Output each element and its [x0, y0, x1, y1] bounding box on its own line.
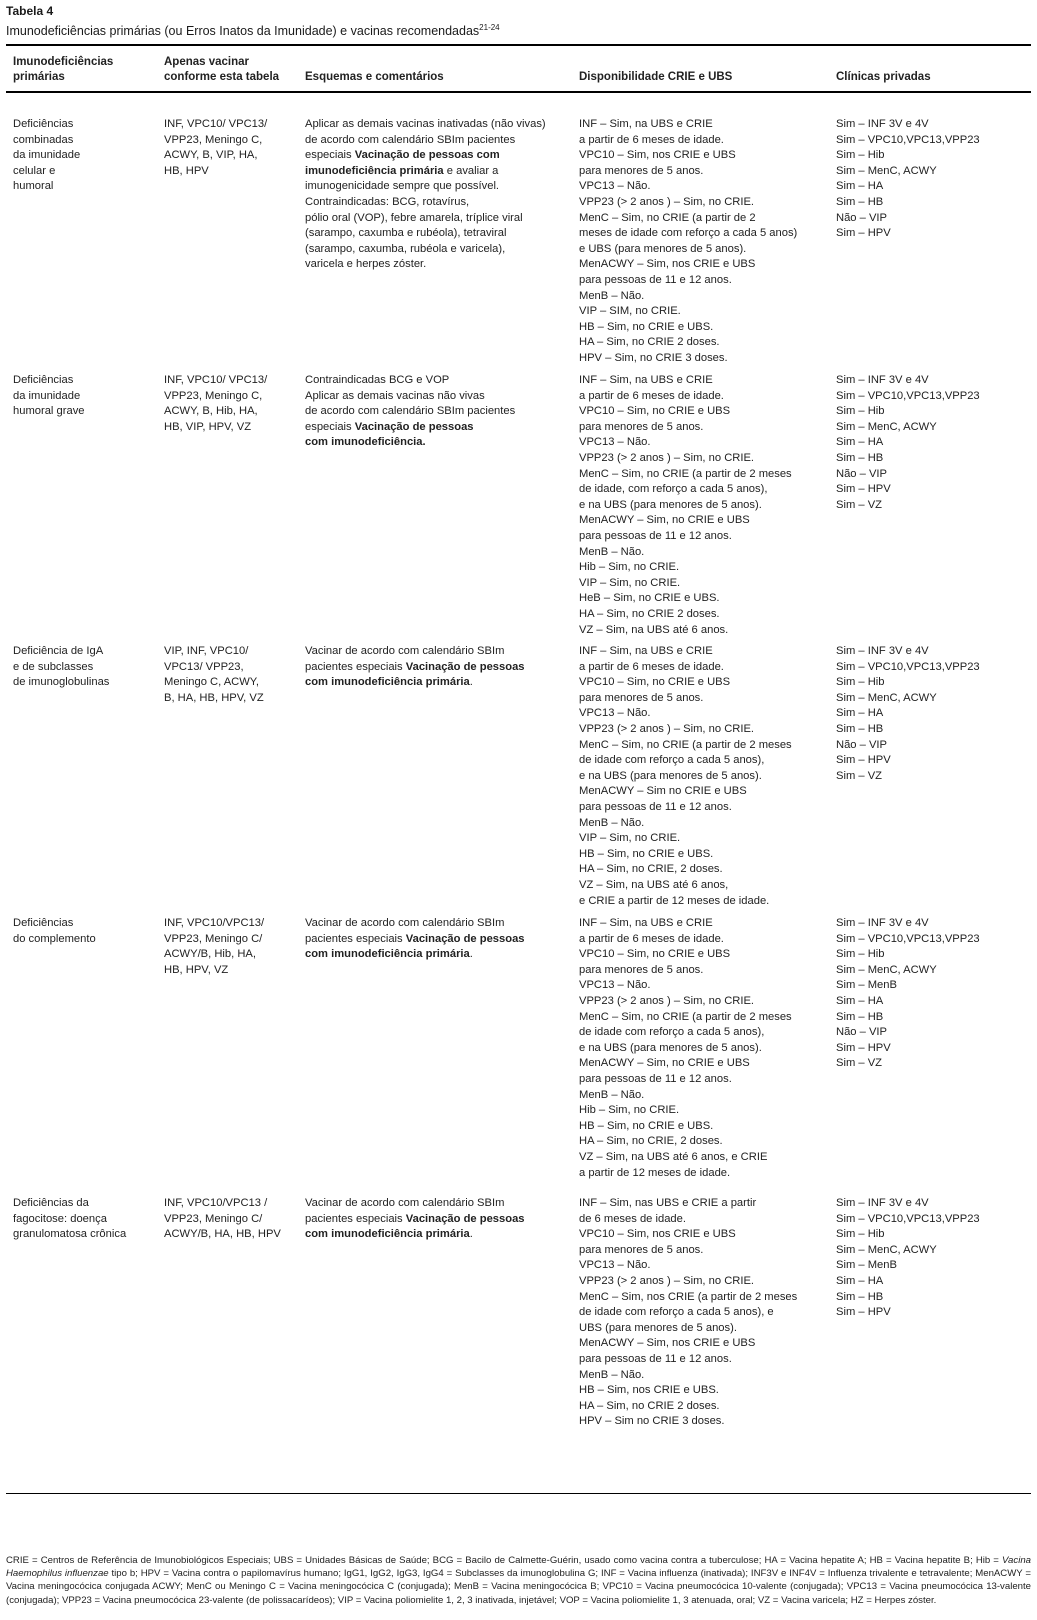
header-private-clinics: [836, 70, 931, 85]
cell-line: Deficiências: [13, 118, 74, 130]
cell-line: Sim – INF 3V e 4V: [836, 118, 929, 130]
private-clinics-cell: [836, 916, 980, 1072]
cell-line: Meningo C, ACWY,: [164, 676, 259, 689]
cell-line: e CRIE a partir de 12 meses de idade.: [579, 894, 770, 907]
cell-line: [305, 660, 525, 676]
cell-line: de imunoglobulinas: [13, 676, 110, 689]
cell-text: varicela e herpes zóster.: [305, 258, 427, 271]
cell-line: Sim – VPC10,VPC13,VPP23: [836, 932, 980, 945]
cell-line: Sim – HA: [836, 1274, 884, 1287]
cell-line: de idade com reforço a cada 5 anos),: [579, 754, 765, 767]
cell-line: Sim – VZ: [836, 769, 883, 782]
cell-line: humoral grave: [13, 405, 85, 418]
cell-line: para menores de 5 anos.: [579, 1243, 704, 1256]
cell-line: ACWY/B, HA, HB, HPV: [164, 1228, 281, 1241]
cell-line: Hib – Sim, no CRIE.: [579, 561, 680, 574]
footnote-italic-text: Vacina Haemophilus influenzae: [6, 1555, 1031, 1580]
cell-line: Sim – Hib: [836, 676, 885, 689]
cell-line: [305, 435, 515, 451]
cell-line: para pessoas de 11 e 12 anos.: [579, 1072, 732, 1085]
cell-line: Deficiências da: [13, 1197, 89, 1209]
cell-line: de idade com reforço a cada 5 anos),: [579, 1026, 765, 1039]
cell-line: Sim – INF 3V e 4V: [836, 1197, 929, 1209]
cell-line: VPC10 – Sim, no CRIE e UBS: [579, 676, 731, 689]
cell-line: [305, 947, 525, 963]
immunodeficiency-cell: [13, 373, 85, 420]
cell-line: HPV – Sim no CRIE 3 doses.: [579, 1415, 725, 1428]
table-caption: [6, 4, 500, 40]
cell-line: [305, 916, 525, 932]
cell-line: Não – VIP: [836, 211, 887, 224]
cell-line: [305, 211, 546, 227]
cell-line: para menores de 5 anos.: [579, 420, 704, 433]
cell-line: ACWY, B, Hib, HA,: [164, 405, 258, 418]
cell-line: VPC13 – Não.: [579, 436, 651, 449]
cell-line: INF, VPC10/VPC13 /: [164, 1197, 268, 1209]
cell-text: de acordo com calendário SBIm pacientes: [305, 133, 516, 146]
immunodeficiency-cell: [13, 1196, 126, 1243]
cell-line: e na UBS (para menores de 5 anos).: [579, 1041, 762, 1054]
cell-line: ACWY/B, Hib, HA,: [164, 948, 257, 961]
cell-line: Sim – Hib: [836, 405, 885, 418]
cell-text: especiais: [305, 149, 355, 162]
private-clinics-cell: [836, 644, 980, 784]
bold-text: Vacinação de pessoas: [405, 1212, 525, 1225]
cell-line: [305, 242, 546, 258]
cell-line: HA – Sim, no CRIE 2 doses.: [579, 1399, 720, 1412]
comments-cell: [305, 916, 525, 963]
cell-line: MenACWY – Sim, nos CRIE e UBS: [579, 1337, 756, 1350]
footnote-text: CRIE = Centros de Referência de Imunobiológicos Especiais; UBS = Unidades Básicas de Saúde; BCG = Bacilo de Calmette-Guérin, usado como vacina contra a tuberculose; HA = Vacina hepatite A; HB = Vacina hepatite B; Hib =: [6, 1555, 1003, 1566]
cell-line: a partir de 6 meses de idade.: [579, 660, 724, 673]
vaccinate-only-cell: [164, 373, 267, 435]
cell-line: de 6 meses de idade.: [579, 1212, 686, 1225]
cell-line: ACWY, B, VIP, HA,: [164, 149, 258, 162]
cell-line: Sim – HB: [836, 1290, 884, 1303]
cell-line: VPC10 – Sim, no CRIE e UBS: [579, 948, 731, 961]
cell-line: Sim – MenC, ACWY: [836, 963, 937, 976]
private-clinics-cell: [836, 373, 980, 513]
cell-line: Sim – HA: [836, 707, 884, 720]
cell-line: Sim – MenB: [836, 979, 897, 992]
cell-line: humoral: [13, 180, 54, 193]
cell-text: imunogenicidade sempre que possível.: [305, 180, 500, 193]
cell-text: (sarampo, caxumba, rubéola e varicela),: [305, 242, 506, 255]
cell-line: [305, 1196, 525, 1212]
cell-line: Sim – Hib: [836, 948, 885, 961]
cell-line: VPP23, Meningo C,: [164, 133, 263, 146]
cell-line: VIP – Sim, no CRIE.: [579, 832, 681, 845]
cell-line: Sim – Hib: [836, 1228, 885, 1241]
availability-cell: [579, 117, 797, 367]
header-rule: [6, 91, 1031, 93]
cell-line: Sim – INF 3V e 4V: [836, 917, 929, 929]
cell-line: combinadas: [13, 133, 74, 146]
cell-line: de idade, com reforço a cada 5 anos),: [579, 483, 768, 496]
cell-line: e na UBS (para menores de 5 anos).: [579, 769, 762, 782]
header-text: Apenas vacinar: [164, 56, 250, 68]
cell-line: a partir de 6 meses de idade.: [579, 389, 724, 402]
cell-line: VPC13 – Não.: [579, 707, 651, 720]
cell-line: Sim – VZ: [836, 498, 883, 511]
cell-line: VIP, INF, VPC10/: [164, 645, 249, 657]
cell-line: Sim – HPV: [836, 1041, 891, 1054]
cell-line: para pessoas de 11 e 12 anos.: [579, 273, 732, 286]
bold-text: com imunodeficiência primária: [305, 1228, 470, 1241]
cell-line: Sim – HPV: [836, 227, 891, 240]
cell-line: VZ – Sim, na UBS até 6 anos,: [579, 878, 729, 891]
cell-line: VPC13 – Não.: [579, 1259, 651, 1272]
availability-cell: [579, 1196, 797, 1430]
cell-line: Sim – HB: [836, 1010, 884, 1023]
cell-line: Sim – MenC, ACWY: [836, 164, 937, 177]
cell-line: MenC – Sim, no CRIE (a partir de 2 meses: [579, 738, 792, 751]
cell-line: [305, 148, 546, 164]
vaccinate-only-cell: [164, 644, 264, 706]
bold-text: Vacinação de pessoas com: [354, 149, 500, 162]
header-text: primárias: [13, 71, 65, 83]
cell-line: Sim – HA: [836, 436, 884, 449]
cell-line: [305, 675, 525, 691]
cell-line: Não – VIP: [836, 1026, 887, 1039]
cell-line: Sim – HA: [836, 994, 884, 1007]
cell-line: para menores de 5 anos.: [579, 164, 704, 177]
cell-line: VPP23, Meningo C/: [164, 1212, 263, 1225]
cell-text: Aplicar as demais vacinas não vivas: [305, 389, 485, 402]
cell-line: fagocitose: doença: [13, 1212, 107, 1225]
cell-line: Sim – HPV: [836, 1306, 891, 1319]
cell-text: pacientes especiais: [305, 1212, 406, 1225]
cell-line: VPC13 – Não.: [579, 979, 651, 992]
cell-line: Sim – HB: [836, 722, 884, 735]
cell-line: VIP – Sim, no CRIE.: [579, 576, 681, 589]
cell-line: MenB – Não.: [579, 1088, 645, 1101]
cell-text: Vacinar de acordo com calendário SBIm: [305, 917, 505, 929]
cell-text: Vacinar de acordo com calendário SBIm: [305, 645, 505, 657]
private-clinics-cell: [836, 1196, 980, 1321]
cell-line: MenC – Sim, no CRIE (a partir de 2 meses: [579, 467, 792, 480]
cell-line: [305, 226, 546, 242]
header-text: Imunodeficiências: [13, 56, 114, 68]
cell-line: MenACWY – Sim, no CRIE e UBS: [579, 1057, 750, 1070]
cell-text: Contraindicadas: BCG, rotavírus,: [305, 195, 470, 208]
cell-line: INF, VPC10/ VPC13/: [164, 118, 268, 130]
cell-line: VIP – SIM, no CRIE.: [579, 305, 681, 318]
cell-line: Sim – VPC10,VPC13,VPP23: [836, 389, 980, 402]
private-clinics-cell: [836, 117, 980, 242]
cell-line: Deficiências: [13, 917, 74, 929]
header-text: Clínicas privadas: [836, 71, 931, 83]
cell-line: HA – Sim, no CRIE 2 doses.: [579, 336, 720, 349]
cell-line: HeB – Sim, no CRIE e UBS.: [579, 592, 720, 605]
cell-line: HPV – Sim, no CRIE 3 doses.: [579, 351, 728, 364]
cell-line: HB, HPV: [164, 164, 209, 177]
cell-line: Hib – Sim, no CRIE.: [579, 1104, 680, 1117]
cell-text: (sarampo, caxumba e rubéola), tetraviral: [305, 227, 507, 240]
cell-line: [305, 195, 546, 211]
cell-line: Sim – VPC10,VPC13,VPP23: [836, 133, 980, 146]
vaccinate-only-cell: [164, 1196, 281, 1243]
cell-line: HB – Sim, nos CRIE e UBS.: [579, 1384, 719, 1397]
cell-text: de acordo com calendário SBIm pacientes: [305, 405, 516, 418]
cell-line: VPP23 (> 2 anos ) – Sim, no CRIE.: [579, 1274, 755, 1287]
cell-text: e avaliar a: [443, 164, 499, 177]
header-text: Esquemas e comentários: [305, 71, 444, 83]
vaccinate-only-cell: [164, 117, 267, 179]
cell-text: .: [469, 1228, 473, 1241]
cell-line: [305, 1212, 525, 1228]
cell-line: MenACWY – Sim no CRIE e UBS: [579, 785, 747, 798]
cell-line: do complemento: [13, 932, 96, 945]
header-immunodeficiency: [13, 55, 113, 85]
footnote-text: tipo b; HPV = Vacina contra o papilomavírus humano; IgG1, IgG2, IgG3, IgG4 = Subclasses da imunoglobulina G; INF = Vacina influenza (inativada); INF3V e INF4V = Influenza trivalente e tetravalente; MenACWY = Vacina meningocócica conjugada ACWY; MenC ou Meningo C = Vacina meningocócica C (conjugada); MenB = Vacina meningocócica B; VPC10 = Vacina pneumocócica 10-valente (conjugada); VPC13 = Vacina pneumocócica 13-valente (conjugada); VPP23 = Vacina pneumocócica 23-valente (de polissacarídeos); VIP = Vacina poliomielite 1, 2, 3 inativada, injetável; VOP = Vacina poliomielite 1, 3 atenuada, oral; VZ = Vacina varicela; HZ = Herpes zóster.: [6, 1568, 1032, 1606]
cell-line: INF – Sim, na UBS e CRIE: [579, 118, 713, 130]
cell-line: Sim – HPV: [836, 754, 891, 767]
cell-line: [305, 257, 546, 273]
header-text: conforme esta tabela: [164, 71, 280, 83]
cell-line: VPP23 (> 2 anos ) – Sim, no CRIE.: [579, 722, 755, 735]
cell-line: MenC – Sim, nos CRIE (a partir de 2 meses: [579, 1290, 798, 1303]
cell-line: MenACWY – Sim, no CRIE e UBS: [579, 514, 750, 527]
cell-line: HB – Sim, no CRIE e UBS.: [579, 847, 714, 860]
cell-line: MenB – Não.: [579, 1368, 645, 1381]
cell-line: VPP23 (> 2 anos ) – Sim, no CRIE.: [579, 451, 755, 464]
cell-line: [305, 644, 525, 660]
availability-cell: [579, 916, 792, 1181]
cell-line: VPP23 (> 2 anos ) – Sim, no CRIE.: [579, 195, 755, 208]
cell-line: [305, 420, 515, 436]
cell-line: INF – Sim, na UBS e CRIE: [579, 374, 713, 386]
bold-text: com imunodeficiência primária: [305, 948, 470, 961]
cell-line: Sim – MenB: [836, 1259, 897, 1272]
cell-line: Sim – HA: [836, 180, 884, 193]
cell-line: de idade com reforço a cada 5 anos), e: [579, 1306, 774, 1319]
cell-line: VPP23 (> 2 anos ) – Sim, no CRIE.: [579, 994, 755, 1007]
cell-line: VPC10 – Sim, nos CRIE e UBS: [579, 1228, 736, 1241]
cell-line: para menores de 5 anos.: [579, 963, 704, 976]
bold-text: com imunodeficiência.: [305, 436, 426, 449]
cell-line: VPC10 – Sim, nos CRIE e UBS: [579, 149, 736, 162]
cell-text: pólio oral (VOP), febre amarela, tríplice viral: [305, 211, 523, 224]
cell-line: UBS (para menores de 5 anos).: [579, 1321, 737, 1334]
cell-line: granulomatosa crônica: [13, 1228, 127, 1241]
header-vaccinate-only: [164, 55, 279, 85]
cell-text: pacientes especiais: [305, 932, 406, 945]
cell-line: Sim – MenC, ACWY: [836, 691, 937, 704]
cell-line: para menores de 5 anos.: [579, 691, 704, 704]
cell-line: [305, 117, 546, 133]
header-availability: [579, 70, 732, 85]
comments-cell: [305, 644, 525, 691]
table-title-text: Imunodeficiências primárias (ou Erros Inatos da Imunidade) e vacinas recomendadas: [6, 24, 480, 38]
cell-line: Sim – MenC, ACWY: [836, 1243, 937, 1256]
cell-line: HB – Sim, no CRIE e UBS.: [579, 1119, 714, 1132]
cell-line: VZ – Sim, na UBS até 6 anos.: [579, 623, 729, 636]
bold-text: com imunodeficiência primária: [305, 676, 470, 689]
cell-line: Sim – VZ: [836, 1057, 883, 1070]
table-number: Tabela 4: [6, 4, 54, 18]
cell-line: VPP23, Meningo C,: [164, 389, 263, 402]
bottom-rule: [6, 1493, 1031, 1494]
cell-line: para pessoas de 11 e 12 anos.: [579, 529, 732, 542]
cell-line: para pessoas de 11 e 12 anos.: [579, 800, 732, 813]
comments-cell: [305, 117, 546, 273]
cell-line: [305, 179, 546, 195]
cell-line: INF, VPC10/VPC13/: [164, 917, 265, 929]
cell-text: .: [469, 676, 473, 689]
cell-line: HB, HPV, VZ: [164, 963, 229, 976]
cell-line: HB, VIP, HPV, VZ: [164, 420, 252, 433]
cell-line: MenC – Sim, no CRIE (a partir de 2 meses: [579, 1010, 792, 1023]
cell-line: Não – VIP: [836, 738, 887, 751]
cell-line: VPC10 – Sim, no CRIE e UBS: [579, 405, 731, 418]
cell-line: INF – Sim, na UBS e CRIE: [579, 645, 713, 657]
comments-cell: [305, 1196, 525, 1243]
table-title: [6, 19, 500, 40]
cell-line: [305, 373, 515, 389]
immunodeficiency-cell: [13, 644, 109, 691]
cell-line: VPC13 – Não.: [579, 180, 651, 193]
cell-line: Sim – Hib: [836, 149, 885, 162]
cell-line: MenB – Não.: [579, 545, 645, 558]
immunodeficiency-cell: [13, 916, 96, 947]
cell-line: INF – Sim, na UBS e CRIE: [579, 917, 713, 929]
top-rule: [6, 44, 1031, 46]
comments-cell: [305, 373, 515, 451]
cell-line: [305, 389, 515, 405]
cell-line: VPC13/ VPP23,: [164, 660, 244, 673]
cell-line: Sim – HPV: [836, 483, 891, 496]
cell-text: Aplicar as demais vacinas inativadas (não vivas): [305, 118, 546, 130]
cell-text: pacientes especiais: [305, 660, 406, 673]
cell-text: especiais: [305, 420, 355, 433]
cell-line: a partir de 6 meses de idade.: [579, 133, 724, 146]
cell-line: MenB – Não.: [579, 289, 645, 302]
immunodeficiency-cell: [13, 117, 80, 195]
cell-line: Sim – MenC, ACWY: [836, 420, 937, 433]
cell-line: Sim – VPC10,VPC13,VPP23: [836, 660, 980, 673]
availability-cell: [579, 644, 792, 909]
cell-line: [305, 133, 546, 149]
cell-line: HB – Sim, no CRIE e UBS.: [579, 320, 714, 333]
bold-text: Vacinação de pessoas: [354, 420, 474, 433]
cell-line: [305, 1227, 525, 1243]
cell-line: HA – Sim, no CRIE, 2 doses.: [579, 1135, 723, 1148]
cell-text: .: [469, 948, 473, 961]
bold-text: Vacinação de pessoas: [405, 932, 525, 945]
cell-line: VZ – Sim, na UBS até 6 anos, e CRIE: [579, 1150, 768, 1163]
cell-line: INF, VPC10/ VPC13/: [164, 374, 268, 386]
bold-text: Vacinação de pessoas: [405, 660, 525, 673]
cell-line: HA – Sim, no CRIE, 2 doses.: [579, 863, 723, 876]
cell-line: a partir de 12 meses de idade.: [579, 1166, 731, 1179]
cell-line: Sim – HB: [836, 195, 884, 208]
cell-line: [305, 164, 546, 180]
cell-line: MenACWY – Sim, nos CRIE e UBS: [579, 258, 756, 271]
cell-line: Sim – INF 3V e 4V: [836, 374, 929, 386]
cell-line: Deficiências: [13, 374, 74, 386]
cell-line: INF – Sim, nas UBS e CRIE a partir: [579, 1197, 757, 1209]
cell-line: VPP23, Meningo C/: [164, 932, 263, 945]
cell-line: meses de idade com reforço a cada 5 anos): [579, 227, 798, 240]
cell-line: [305, 404, 515, 420]
table-footnote: [6, 1554, 1031, 1607]
cell-line: Deficiência de IgA: [13, 645, 104, 657]
cell-line: MenC – Sim, no CRIE (a partir de 2: [579, 211, 756, 224]
cell-line: a partir de 6 meses de idade.: [579, 932, 724, 945]
header-comments: [305, 70, 444, 85]
cell-line: celular e: [13, 164, 56, 177]
header-text: Disponibilidade CRIE e UBS: [579, 71, 733, 83]
availability-cell: [579, 373, 792, 638]
cell-line: para pessoas de 11 e 12 anos.: [579, 1352, 732, 1365]
cell-line: da imunidade: [13, 389, 81, 402]
cell-line: MenB – Não.: [579, 816, 645, 829]
cell-line: Sim – VPC10,VPC13,VPP23: [836, 1212, 980, 1225]
cell-line: [305, 932, 525, 948]
cell-line: HA – Sim, no CRIE 2 doses.: [579, 607, 720, 620]
cell-text: Vacinar de acordo com calendário SBIm: [305, 1197, 505, 1209]
cell-line: e de subclasses: [13, 660, 94, 673]
cell-line: e UBS (para menores de 5 anos).: [579, 242, 747, 255]
bold-text: imunodeficiência primária: [305, 164, 444, 177]
cell-line: Sim – HB: [836, 451, 884, 464]
vaccinate-only-cell: [164, 916, 264, 978]
cell-line: Não – VIP: [836, 467, 887, 480]
cell-text: Contraindicadas BCG e VOP: [305, 374, 450, 386]
cell-line: e na UBS (para menores de 5 anos).: [579, 498, 762, 511]
cell-line: Sim – INF 3V e 4V: [836, 645, 929, 657]
cell-line: da imunidade: [13, 149, 81, 162]
table-title-refs: 21-24: [479, 23, 500, 32]
cell-line: B, HA, HB, HPV, VZ: [164, 691, 264, 704]
